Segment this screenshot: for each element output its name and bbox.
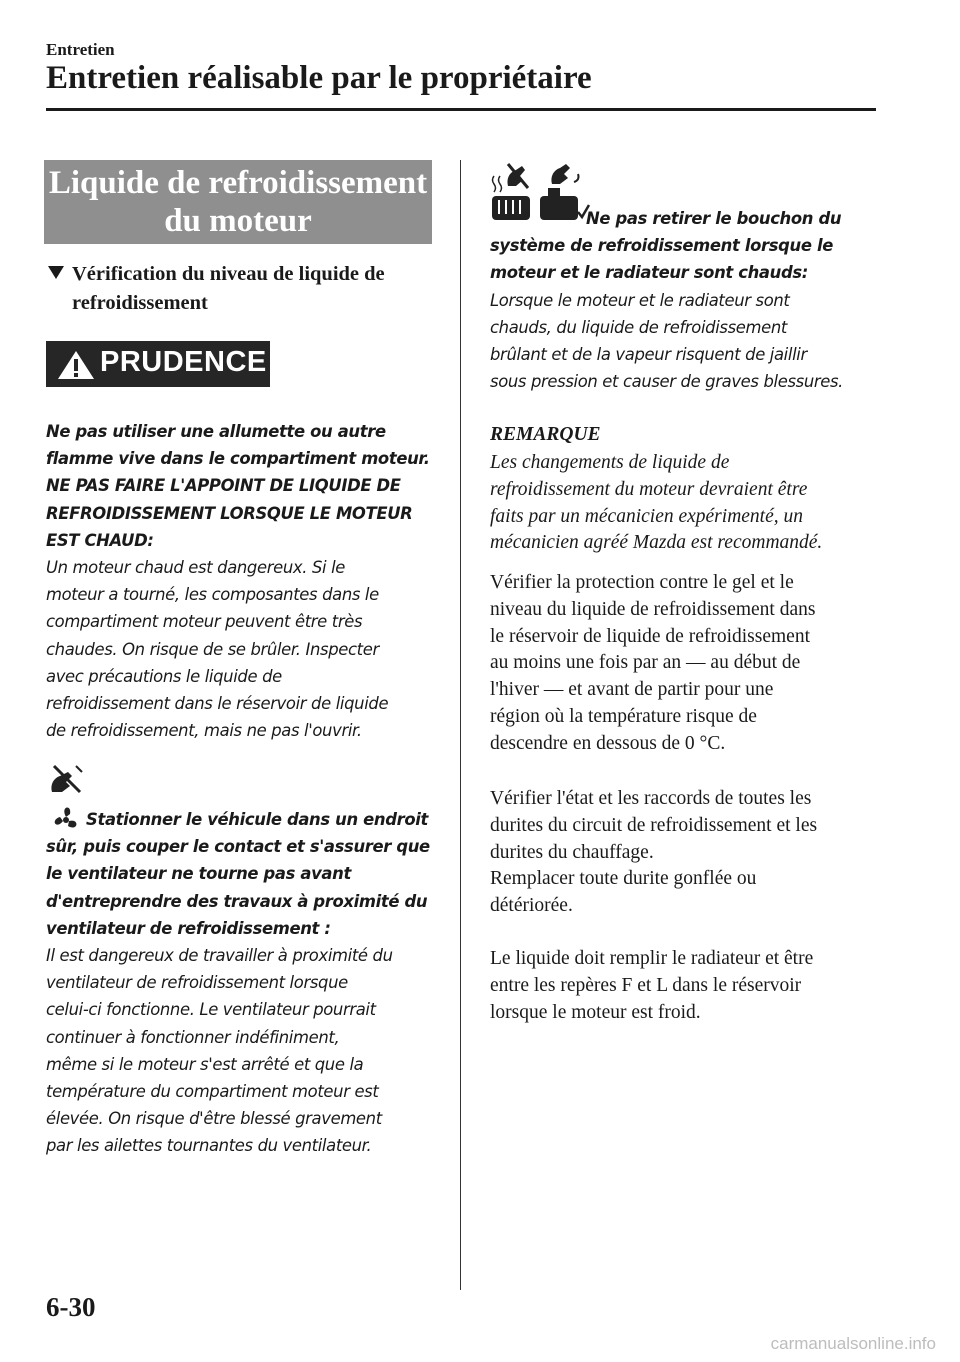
caution-text: Stationner le véhicule dans un endroit [86,810,428,829]
caution-text: ventilateur de refroidissement lorsque [46,973,348,993]
section-title-line1: Liquide de refroidissement [48,165,428,201]
caution-text: brûlant et de la vapeur risquent de jaillir [490,345,807,365]
subheading-line1: Vérification du niveau de liquide de [72,263,385,285]
caution-text: Un moteur chaud est dangereux. Si le [46,558,346,578]
caution-text: Ne pas retirer le bouchon du [586,209,842,228]
paragraph-line: entre les repères F et L dans le réservoir [490,974,802,996]
caution-text: avec précautions le liquide de [46,666,282,686]
note-line: refroidissement du moteur devraient être [490,478,808,500]
caution-text: chaudes. On risque de se brûler. Inspecter [46,639,379,659]
caution-text: compartiment moteur peuvent être très [46,612,363,632]
caution-text: ventilateur de refroidissement : [46,918,331,938]
paragraph-fluid-level [490,946,890,1026]
paragraph-line: lorsque le moteur est froid. [490,1001,701,1023]
paragraph-line: Vérifier l'état et les raccords de toutes les [490,788,812,809]
caution-text: celui-ci fonctionne. Le ventilateur pourrait [46,1000,376,1020]
caution-text: flamme vive dans le compartiment moteur. [46,449,430,469]
caution-text: système de refroidissement lorsque le [490,236,834,256]
paragraph-line: région où la température risque de [490,705,757,727]
chapter-label: Entretien [46,40,115,59]
page-number: 6-30 [46,1292,96,1322]
subheading-line2: refroidissement [72,292,208,314]
caution-label: PRUDENCE [100,346,267,378]
section-title-banner [44,160,432,244]
paragraph-line: Remplacer toute durite gonflée ou [490,868,757,890]
triangle-bullet-icon [46,260,66,280]
paragraph-antifreeze-check [490,570,890,758]
caution-block-fan [46,806,440,1160]
column-divider [460,160,461,1290]
paragraph-line: l'hiver — et avant de partir pour une [490,679,774,701]
paragraph-line: Le liquide doit remplir le radiateur et être [490,948,814,969]
caution-text: chauds, du liquide de refroidissement [490,317,787,337]
caution-text: sûr, puis couper le contact et s'assurer que [46,837,430,857]
paragraph-line: au moins une fois par an — au début de [490,652,801,674]
caution-text: NE PAS FAIRE L'APPOINT DE LIQUIDE DE [46,476,401,496]
caution-text: continuer à fonctionner indéfiniment, [46,1027,340,1047]
caution-text: EST CHAUD: [46,530,154,550]
caution-text: le ventilateur ne tourne pas avant [46,864,351,884]
watermark: carmanualsonline.info [770,1334,936,1353]
paragraph-line: durites du circuit de refroidissement et les [490,814,818,836]
no-hand-icon [46,762,86,798]
caution-text: d'entreprendre des travaux à proximité du [46,891,428,911]
note-text [490,450,890,557]
caution-text: moteur et le radiateur sont chauds: [490,263,808,283]
caution-text: Ne pas utiliser une allumette ou autre [46,422,386,441]
header-divider [46,108,876,111]
subsection-heading [46,260,436,318]
paragraph-line: détériorée. [490,895,573,917]
caution-block-radiator-cap [490,205,890,395]
caution-badge [46,341,270,387]
caution-text: de refroidissement, mais ne pas l'ouvrir. [46,721,362,741]
caution-text: même si le moteur s'est arrêté et que la [46,1054,364,1074]
caution-text: par les ailettes tournantes du ventilateur. [46,1136,372,1156]
note-line: mécanicien agréé Mazda est recommandé. [490,532,823,554]
caution-text: Lorsque le moteur et le radiateur sont [490,290,790,310]
caution-text: refroidissement dans le réservoir de liquide [46,694,389,714]
paragraph-line: le réservoir de liquide de refroidissement [490,625,811,647]
caution-text: sous pression et causer de graves blessures. [490,372,844,392]
paragraph-hose-check [490,786,890,920]
note-title: REMARQUE [490,424,601,445]
caution-text: Il est dangereux de travailler à proximité du [46,946,393,966]
paragraph-line: niveau du liquide de refroidissement dans [490,598,816,620]
caution-text: élevée. On risque d'être blessé gravement [46,1109,382,1129]
warning-triangle-icon [56,349,96,381]
paragraph-line: Vérifier la protection contre le gel et le [490,572,794,593]
page-title: Entretien réalisable par le propriétaire [46,60,592,96]
caution-text: température du compartiment moteur est [46,1082,379,1102]
caution-block-flame [46,418,440,744]
caution-text: REFROIDISSEMENT LORSQUE LE MOTEUR [46,503,413,523]
paragraph-line: durites du chauffage. [490,841,654,863]
note-line: Les changements de liquide de [490,452,730,473]
paragraph-line: descendre en dessous de 0 °C. [490,732,726,754]
note-line: faits par un mécanicien expérimenté, un [490,505,803,527]
section-title-line2: du moteur [164,203,312,239]
caution-text: moteur a tourné, les composantes dans le [46,585,379,605]
